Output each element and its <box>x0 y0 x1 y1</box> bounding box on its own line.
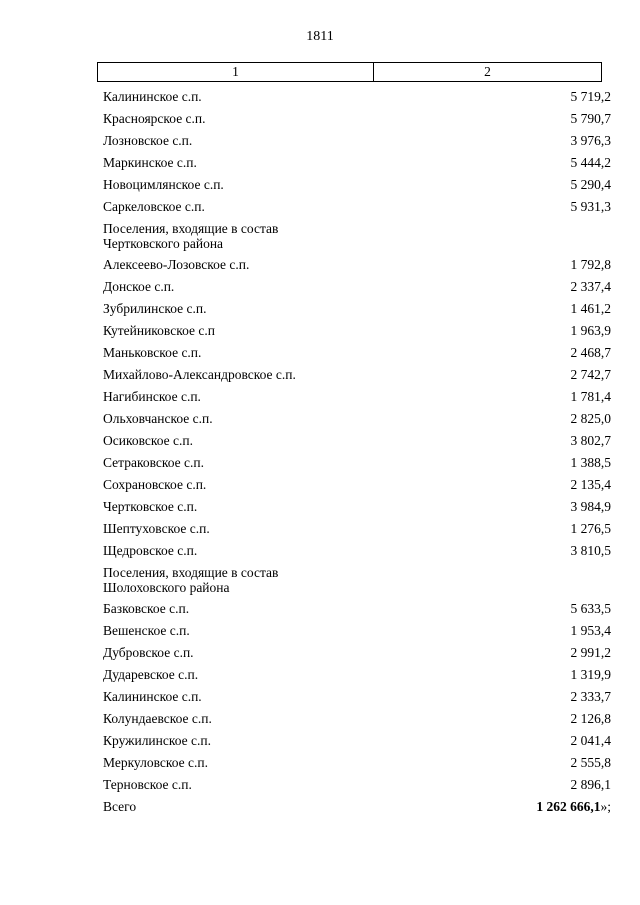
settlement-name: Дубровское с.п. <box>103 645 194 660</box>
table-row <box>103 174 611 196</box>
group-heading-line: Поселения, входящие в состав <box>103 221 279 236</box>
amount-value: 2 337,4 <box>570 279 611 294</box>
amount-value: 1 792,8 <box>570 257 611 272</box>
total-value: 1 262 666,1 <box>536 799 601 814</box>
amount-value: 1 319,9 <box>570 667 611 682</box>
total-suffix: »; <box>600 799 611 814</box>
settlement-name: Шептуховское с.п. <box>103 521 210 536</box>
table-row <box>103 642 611 664</box>
amount-value: 3 984,9 <box>570 499 611 514</box>
settlement-name: Дударевское с.п. <box>103 667 199 682</box>
settlement-name: Алексеево-Лозовское с.п. <box>103 257 250 272</box>
settlement-name: Меркуловское с.п. <box>103 755 208 770</box>
amount-value: 2 468,7 <box>570 345 611 360</box>
amount-value: 1 461,2 <box>570 301 611 316</box>
settlement-name: Михайлово-Александровское с.п. <box>103 367 296 382</box>
table-row <box>103 386 611 408</box>
group-heading-line: Поселения, входящие в состав <box>103 565 279 580</box>
table-row <box>103 752 611 774</box>
settlement-name: Колундаевское с.п. <box>103 711 212 726</box>
amount-value: 2 333,7 <box>570 689 611 704</box>
table-body <box>103 86 611 818</box>
settlement-name: Калининское с.п. <box>103 89 202 104</box>
amount-value: 5 633,5 <box>570 601 611 616</box>
table-row <box>103 430 611 452</box>
amount-value: 2 742,7 <box>570 367 611 382</box>
amount-value: 2 825,0 <box>570 411 611 426</box>
table-row <box>103 474 611 496</box>
table-row <box>103 86 611 108</box>
amount-value: 5 719,2 <box>570 89 611 104</box>
settlement-name: Маньковское с.п. <box>103 345 202 360</box>
settlement-name: Саркеловское с.п. <box>103 199 205 214</box>
table-row <box>103 774 611 796</box>
table-row <box>103 320 611 342</box>
table-row <box>103 196 611 218</box>
table-row <box>103 130 611 152</box>
settlement-name: Сетраковское с.п. <box>103 455 204 470</box>
amount-value: 3 802,7 <box>570 433 611 448</box>
amount-value: 1 276,5 <box>570 521 611 536</box>
table-row <box>103 730 611 752</box>
settlement-name: Калининское с.п. <box>103 689 202 704</box>
amount-value: 5 790,7 <box>570 111 611 126</box>
table-row <box>103 518 611 540</box>
settlement-name: Новоцимлянское с.п. <box>103 177 224 192</box>
table-row <box>103 298 611 320</box>
amount-value: 2 991,2 <box>570 645 611 660</box>
table-row <box>103 540 611 562</box>
table-row <box>103 598 611 620</box>
group-heading-line: Шолоховского района <box>103 580 230 595</box>
settlement-name: Маркинское с.п. <box>103 155 197 170</box>
settlement-name: Зубрилинское с.п. <box>103 301 207 316</box>
amount-value: 2 126,8 <box>570 711 611 726</box>
settlement-name: Нагибинское с.п. <box>103 389 201 404</box>
table-row <box>103 276 611 298</box>
table-row <box>103 108 611 130</box>
settlement-name: Лозновское с.п. <box>103 133 193 148</box>
settlement-name: Терновское с.п. <box>103 777 192 792</box>
amount-value: 2 041,4 <box>570 733 611 748</box>
settlement-name: Осиковское с.п. <box>103 433 193 448</box>
amount-value: 2 555,8 <box>570 755 611 770</box>
settlement-name: Вешенское с.п. <box>103 623 190 638</box>
group-heading-row <box>103 218 611 254</box>
settlement-name: Сохрановское с.п. <box>103 477 207 492</box>
table-row <box>103 152 611 174</box>
table-row <box>103 620 611 642</box>
table-row <box>103 254 611 276</box>
settlement-name: Кутейниковское с.п <box>103 323 215 338</box>
amount-value: 1 388,5 <box>570 455 611 470</box>
page-number: 1811 <box>306 29 334 44</box>
table-header <box>97 62 602 82</box>
settlement-name: Базковское с.п. <box>103 601 190 616</box>
amount-value: 3 810,5 <box>570 543 611 558</box>
amount-value: 5 444,2 <box>570 155 611 170</box>
total-value-cell <box>536 796 611 818</box>
amount-value: 1 953,4 <box>570 623 611 638</box>
table-row <box>103 708 611 730</box>
table-row <box>103 452 611 474</box>
total-label: Всего <box>103 799 137 814</box>
table-row <box>103 342 611 364</box>
total-row <box>103 796 611 818</box>
settlement-name: Кружилинское с.п. <box>103 733 211 748</box>
group-heading <box>103 221 278 251</box>
settlement-name: Красноярское с.п. <box>103 111 206 126</box>
amount-value: 2 135,4 <box>570 477 611 492</box>
settlement-name: Щедровское с.п. <box>103 543 198 558</box>
column-header-1: 1 <box>98 63 374 81</box>
table-row <box>103 686 611 708</box>
settlement-name: Ольховчанское с.п. <box>103 411 213 426</box>
table-row <box>103 496 611 518</box>
settlement-name: Донское с.п. <box>103 279 175 294</box>
settlement-name: Чертковское с.п. <box>103 499 198 514</box>
table-row <box>103 408 611 430</box>
amount-value: 1 963,9 <box>570 323 611 338</box>
amount-value: 5 290,4 <box>570 177 611 192</box>
group-heading-row <box>103 562 611 598</box>
amount-value: 2 896,1 <box>570 777 611 792</box>
amount-value: 1 781,4 <box>570 389 611 404</box>
group-heading-line: Чертковского района <box>103 236 224 251</box>
table-row <box>103 364 611 386</box>
group-heading <box>103 565 278 595</box>
amount-value: 3 976,3 <box>570 133 611 148</box>
table-row <box>103 664 611 686</box>
amount-value: 5 931,3 <box>570 199 611 214</box>
column-header-2: 2 <box>484 64 491 79</box>
